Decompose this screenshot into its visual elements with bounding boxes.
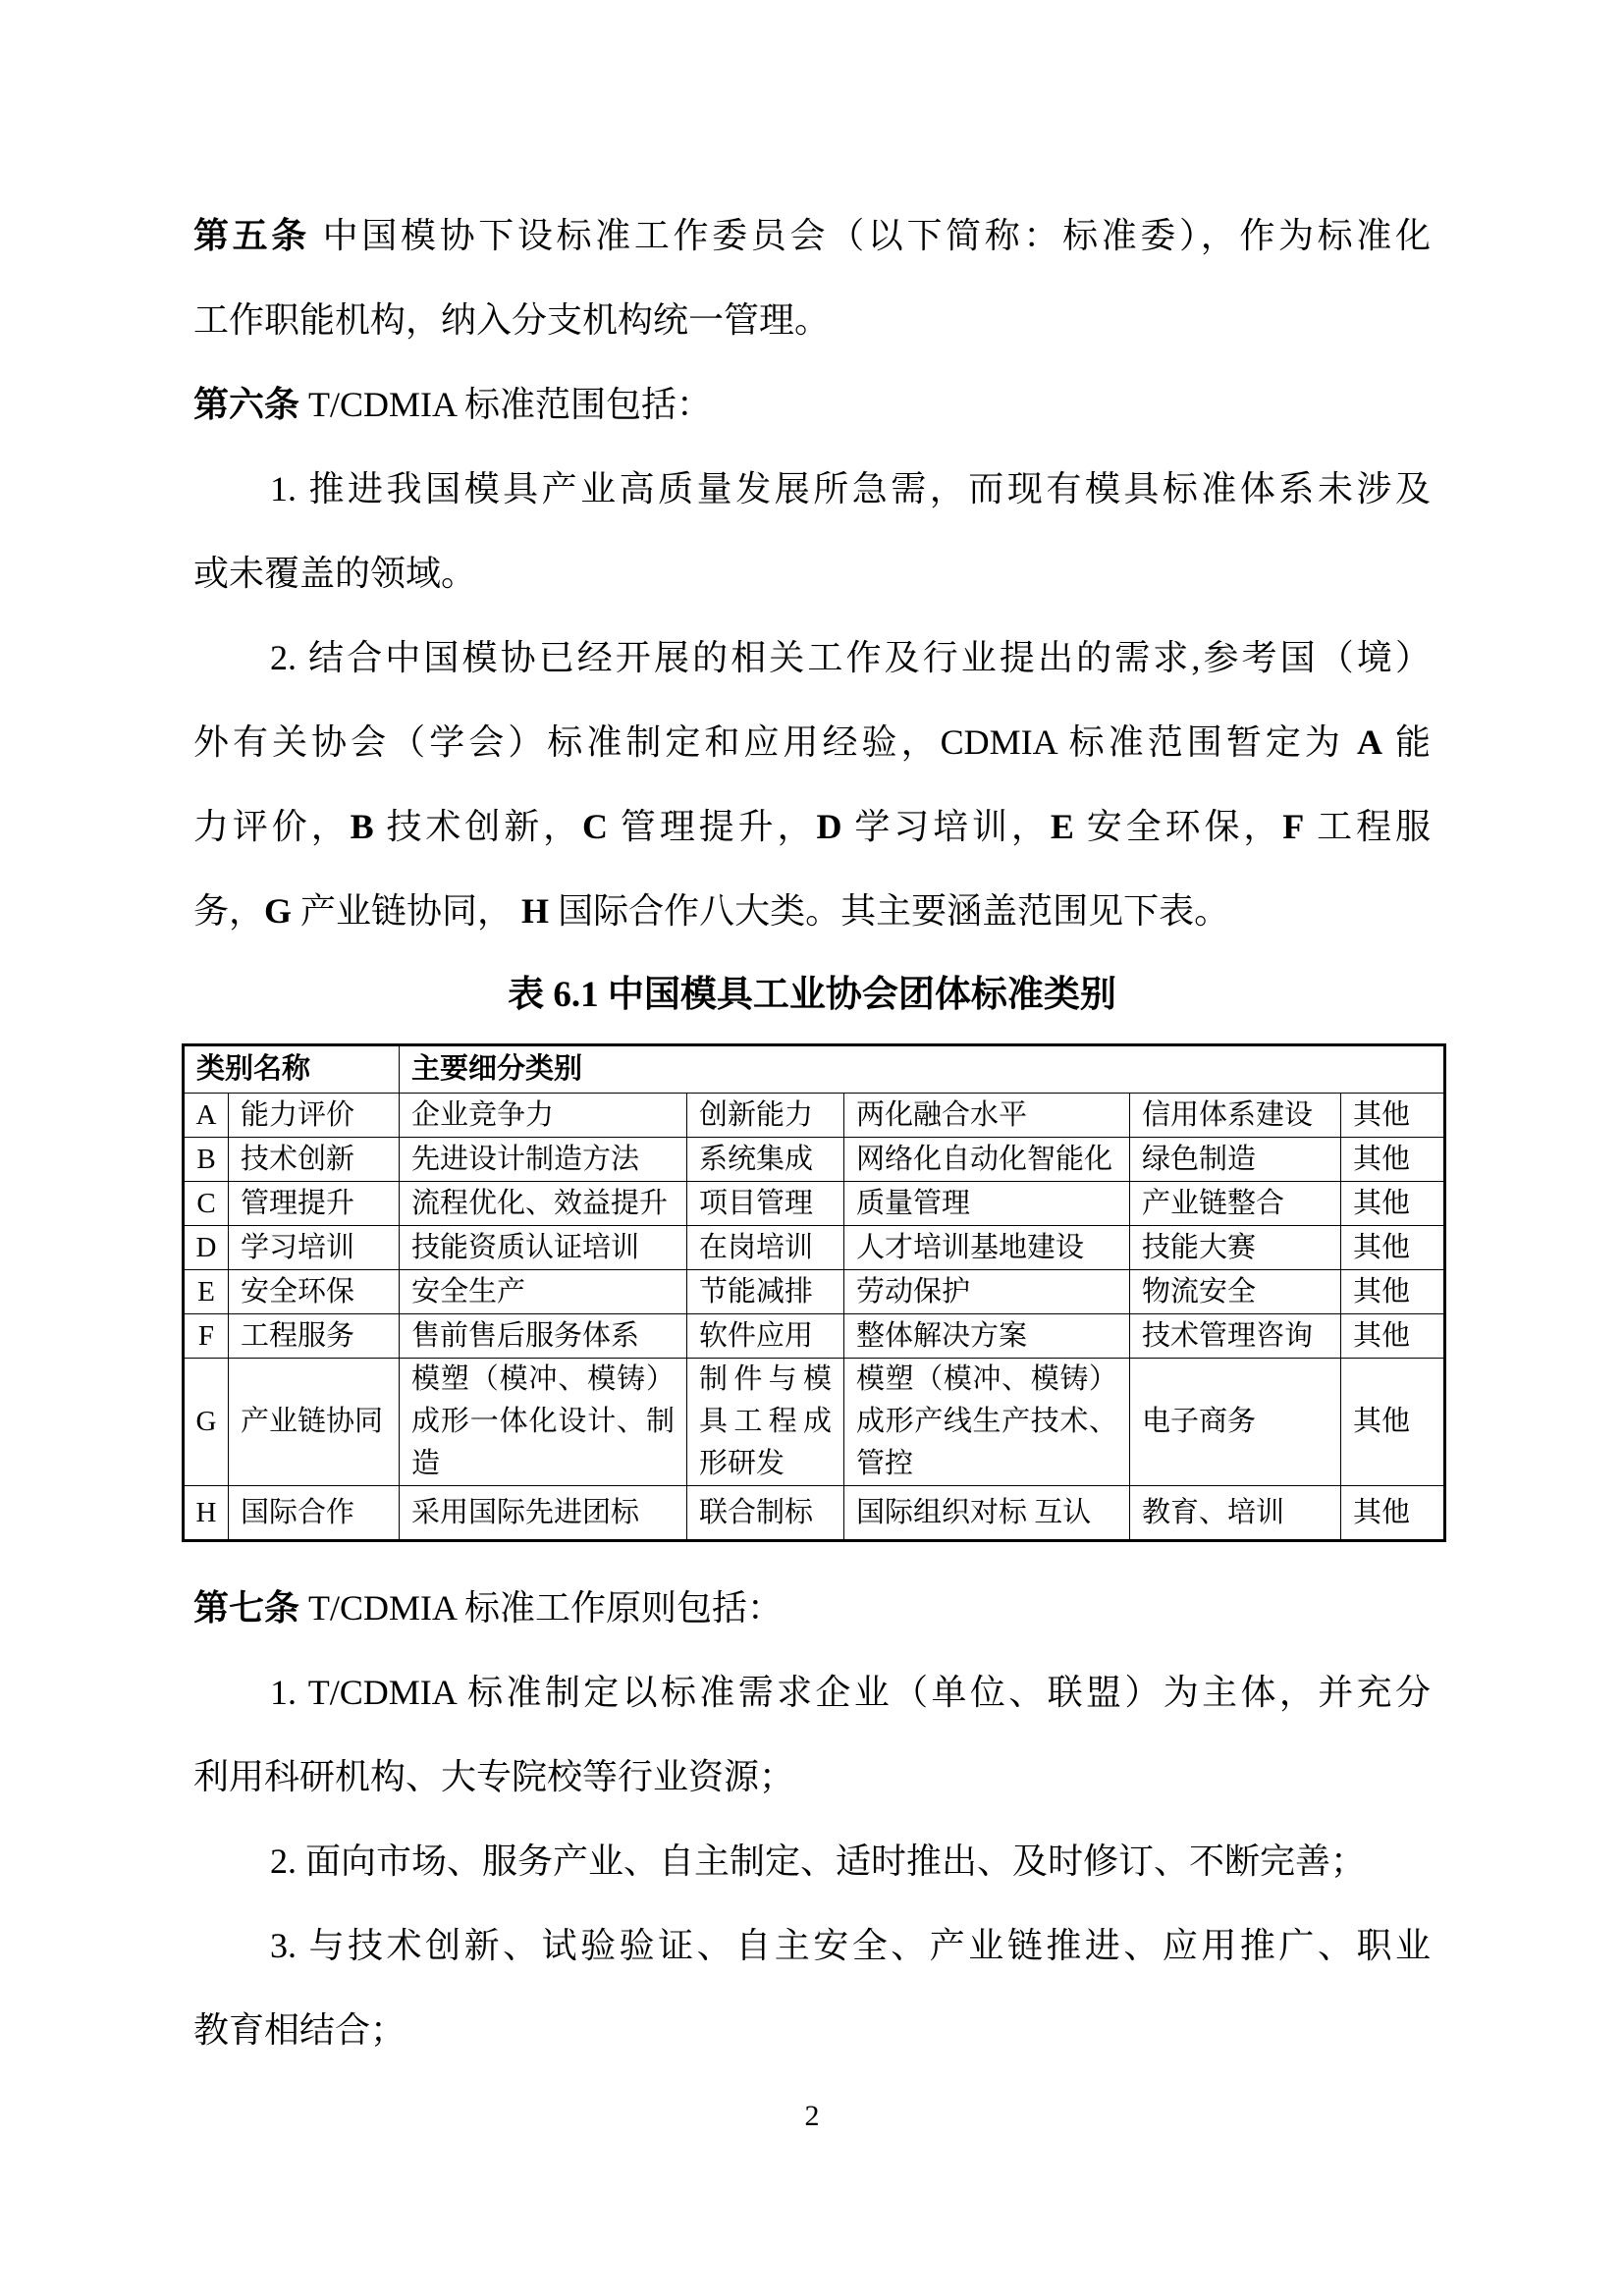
text-run: F xyxy=(1282,807,1305,846)
table-header-category-name: 类别名称 xyxy=(184,1045,400,1094)
text-run: A xyxy=(1356,722,1382,762)
text-run: 2. 结合中国模协已经开展的相关工作及行业提出的需求,参考国（境） xyxy=(270,638,1431,677)
text-run: 能 xyxy=(1381,722,1431,762)
subcategory-cell: 其他 xyxy=(1341,1270,1445,1314)
text-run: 教育相结合； xyxy=(193,2010,406,2050)
subcategory-cell: 制件与模具工程成形研发 xyxy=(687,1359,844,1486)
paragraph-line xyxy=(193,700,1431,784)
text-run: 或未覆盖的领域。 xyxy=(193,554,477,593)
subcategory-cell: 质量管理 xyxy=(844,1182,1130,1226)
subcategory-cell: 企业竞争力 xyxy=(400,1094,687,1138)
category-name-cell: 工程服务 xyxy=(229,1314,400,1359)
subcategory-cell: 其他 xyxy=(1341,1226,1445,1270)
paragraph-line xyxy=(193,869,1431,953)
subcategory-cell: 技术管理咨询 xyxy=(1130,1314,1341,1359)
text-run: 1. T/CDMIA 标准制定以标准需求企业（单位、联盟）为主体，并充分 xyxy=(270,1673,1431,1712)
paragraph-line xyxy=(193,1566,1431,1650)
table-body xyxy=(184,1094,1445,1541)
text-run: 工作职能机构，纳入分支机构统一管理。 xyxy=(193,300,831,340)
text-run: 第五条 xyxy=(193,216,310,255)
paragraph-line xyxy=(193,1819,1431,1903)
table-row-A xyxy=(184,1094,1445,1138)
table-row-G xyxy=(184,1359,1445,1486)
subcategory-cell: 其他 xyxy=(1341,1094,1445,1138)
paragraph-line xyxy=(193,615,1431,700)
text-run: 利用科研机构、大专院校等行业资源； xyxy=(193,1757,795,1796)
paragraph-line xyxy=(193,447,1431,531)
subcategory-cell: 电子商务 xyxy=(1130,1359,1341,1486)
paragraph-line xyxy=(193,784,1431,869)
text-run: 2. 面向市场、服务产业、自主制定、适时推出、及时修订、不断完善； xyxy=(270,1842,1367,1881)
subcategory-cell: 整体解决方案 xyxy=(844,1314,1130,1359)
paragraph-line xyxy=(193,1988,1431,2072)
text-run: 外有关协会（学会）标准制定和应用经验，CDMIA 标准范围暂定为 xyxy=(193,722,1357,762)
text-run: 第六条 xyxy=(193,385,300,424)
table-header-subcategories: 主要细分类别 xyxy=(400,1045,1445,1094)
category-letter-cell: H xyxy=(184,1486,229,1541)
subcategory-cell: 售前售后服务体系 xyxy=(400,1314,687,1359)
subcategory-cell: 项目管理 xyxy=(687,1182,844,1226)
subcategory-cell: 其他 xyxy=(1341,1138,1445,1182)
subcategory-cell: 在岗培训 xyxy=(687,1226,844,1270)
text-run: T/CDMIA 标准工作原则包括： xyxy=(299,1588,784,1628)
subcategory-cell: 联合制标 xyxy=(687,1486,844,1541)
paragraphs-bottom xyxy=(193,1566,1431,2072)
text-run: 产业链协同， xyxy=(292,891,522,931)
text-run: 力评价， xyxy=(193,807,351,846)
subcategory-cell: 技能大赛 xyxy=(1130,1226,1341,1270)
subcategory-cell: 其他 xyxy=(1341,1182,1445,1226)
category-letter-cell: G xyxy=(184,1359,229,1486)
subcategory-cell: 信用体系建设 xyxy=(1130,1094,1341,1138)
document-content xyxy=(193,193,1431,2072)
subcategory-cell: 产业链整合 xyxy=(1130,1182,1341,1226)
text-run: 中国模协下设标准工作委员会（以下简称：标准委），作为标准化 xyxy=(309,216,1431,255)
subcategory-cell: 绿色制造 xyxy=(1130,1138,1341,1182)
text-run: 工程服 xyxy=(1304,807,1431,846)
category-letter-cell: B xyxy=(184,1138,229,1182)
subcategory-cell: 物流安全 xyxy=(1130,1270,1341,1314)
subcategory-cell: 模塑（模冲、模铸）成形产线生产技术、管控 xyxy=(844,1359,1130,1486)
text-run: 管理提升， xyxy=(608,807,817,846)
text-run: H xyxy=(521,891,550,931)
text-run: 学习培训， xyxy=(841,807,1051,846)
category-letter-cell: C xyxy=(184,1182,229,1226)
standards-category-table xyxy=(182,1043,1446,1542)
subcategory-cell: 网络化自动化智能化 xyxy=(844,1138,1130,1182)
paragraph-line xyxy=(193,1903,1431,1988)
table-row-E xyxy=(184,1270,1445,1314)
category-letter-cell: A xyxy=(184,1094,229,1138)
category-letter-cell: E xyxy=(184,1270,229,1314)
subcategory-cell: 其他 xyxy=(1341,1314,1445,1359)
paragraph-line xyxy=(193,1735,1431,1819)
paragraph-line xyxy=(193,1650,1431,1735)
table-header-row xyxy=(184,1045,1445,1094)
text-run: 第七条 xyxy=(193,1588,300,1628)
subcategory-cell: 系统集成 xyxy=(687,1138,844,1182)
subcategory-cell: 模塑（模冲、模铸）成形一体化设计、制造 xyxy=(400,1359,687,1486)
category-name-cell: 学习培训 xyxy=(229,1226,400,1270)
subcategory-cell: 其他 xyxy=(1341,1359,1445,1486)
table-row-F xyxy=(184,1314,1445,1359)
text-run: B xyxy=(350,807,374,846)
category-name-cell: 国际合作 xyxy=(229,1486,400,1541)
subcategory-cell: 其他 xyxy=(1341,1486,1445,1541)
category-name-cell: 管理提升 xyxy=(229,1182,400,1226)
text-run: 技术创新， xyxy=(373,807,583,846)
subcategory-cell: 先进设计制造方法 xyxy=(400,1138,687,1182)
subcategory-cell: 技能资质认证培训 xyxy=(400,1226,687,1270)
table-row-C xyxy=(184,1182,1445,1226)
category-letter-cell: D xyxy=(184,1226,229,1270)
text-run: 3. 与技术创新、试验验证、自主安全、产业链推进、应用推广、职业 xyxy=(270,1926,1431,1965)
subcategory-cell: 国际组织对标 互认 xyxy=(844,1486,1130,1541)
subcategory-cell: 创新能力 xyxy=(687,1094,844,1138)
text-run: 安全环保， xyxy=(1073,807,1283,846)
page-number: 2 xyxy=(804,2100,820,2132)
table-row-H xyxy=(184,1486,1445,1541)
table-row-B xyxy=(184,1138,1445,1182)
paragraph-line xyxy=(193,278,1431,362)
subcategory-cell: 节能减排 xyxy=(687,1270,844,1314)
paragraph-line xyxy=(193,531,1431,615)
category-name-cell: 产业链协同 xyxy=(229,1359,400,1486)
text-run: 务， xyxy=(193,891,265,931)
text-run: T/CDMIA 标准范围包括： xyxy=(299,385,713,424)
subcategory-cell: 两化融合水平 xyxy=(844,1094,1130,1138)
table-title: 表 6.1 中国模具工业协会团体标准类别 xyxy=(508,975,1116,1015)
paragraphs-top xyxy=(193,193,1431,953)
paragraph-line xyxy=(193,362,1431,447)
text-run: G xyxy=(264,891,293,931)
subcategory-cell: 流程优化、效益提升 xyxy=(400,1182,687,1226)
category-name-cell: 技术创新 xyxy=(229,1138,400,1182)
category-name-cell: 能力评价 xyxy=(229,1094,400,1138)
text-run: E xyxy=(1050,807,1074,846)
table-row-D xyxy=(184,1226,1445,1270)
subcategory-cell: 教育、培训 xyxy=(1130,1486,1341,1541)
subcategory-cell: 劳动保护 xyxy=(844,1270,1130,1314)
text-run: D xyxy=(816,807,842,846)
subcategory-cell: 软件应用 xyxy=(687,1314,844,1359)
subcategory-cell: 采用国际先进团标 xyxy=(400,1486,687,1541)
text-run: 1. 推进我国模具产业高质量发展所急需，而现有模具标准体系未涉及 xyxy=(270,469,1431,508)
category-name-cell: 安全环保 xyxy=(229,1270,400,1314)
subcategory-cell: 安全生产 xyxy=(400,1270,687,1314)
paragraph-line xyxy=(193,193,1431,278)
category-letter-cell: F xyxy=(184,1314,229,1359)
text-run: 国际合作八大类。其主要涵盖范围见下表。 xyxy=(549,891,1230,931)
text-run: C xyxy=(582,807,609,846)
subcategory-cell: 人才培训基地建设 xyxy=(844,1226,1130,1270)
